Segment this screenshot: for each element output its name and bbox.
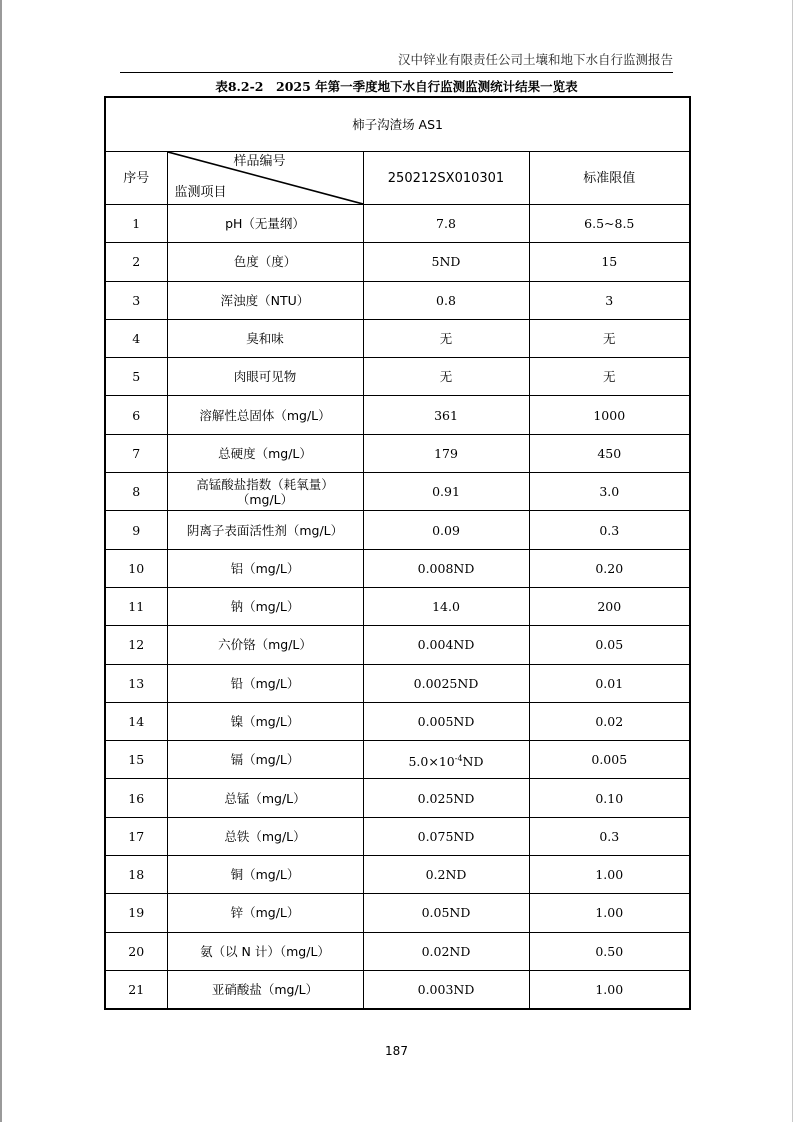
row-number: 4	[105, 319, 167, 357]
row-number: 17	[105, 817, 167, 855]
measured-value-exponent: -4	[454, 753, 463, 763]
measured-value: 0.025ND	[363, 779, 529, 817]
measured-value: 0.005ND	[363, 702, 529, 740]
monitoring-results-table	[104, 96, 691, 1010]
standard-limit: 0.3	[529, 817, 690, 855]
standard-limit: 1000	[529, 396, 690, 434]
column-header-seq: 序号	[105, 152, 167, 205]
measured-value	[363, 741, 529, 779]
row-number: 20	[105, 932, 167, 970]
table-row	[105, 243, 690, 281]
standard-limit: 450	[529, 434, 690, 472]
measured-value: 7.8	[363, 205, 529, 243]
standard-limit: 3	[529, 281, 690, 319]
standard-limit: 200	[529, 587, 690, 625]
standard-limit: 0.20	[529, 549, 690, 587]
monitoring-item: 高锰酸盐指数（耗氧量） （mg/L）	[167, 473, 363, 511]
diagonal-header-bottom: 监测项目	[174, 185, 227, 200]
standard-limit: 1.00	[529, 970, 690, 1009]
row-number: 21	[105, 970, 167, 1009]
table-row	[105, 970, 690, 1009]
table-row	[105, 702, 690, 740]
measured-value: 0.075ND	[363, 817, 529, 855]
table-row	[105, 205, 690, 243]
table-row	[105, 358, 690, 396]
standard-limit: 0.3	[529, 511, 690, 549]
standard-limit: 0.005	[529, 741, 690, 779]
table-row	[105, 281, 690, 319]
monitoring-item: 臭和味	[167, 319, 363, 357]
row-number: 14	[105, 702, 167, 740]
table-row	[105, 319, 690, 357]
monitoring-item: 色度（度）	[167, 243, 363, 281]
measured-value: 0.2ND	[363, 856, 529, 894]
monitoring-item: 钠（mg/L）	[167, 587, 363, 625]
measured-value: 0.02ND	[363, 932, 529, 970]
standard-limit: 6.5~8.5	[529, 205, 690, 243]
standard-limit: 0.50	[529, 932, 690, 970]
monitoring-item: 阴离子表面活性剂（mg/L）	[167, 511, 363, 549]
row-number: 10	[105, 549, 167, 587]
table-row	[105, 473, 690, 511]
standard-limit: 无	[529, 358, 690, 396]
measured-value: 361	[363, 396, 529, 434]
measured-value: 0.05ND	[363, 894, 529, 932]
monitoring-item: 铜（mg/L）	[167, 856, 363, 894]
measured-value: 0.0025ND	[363, 664, 529, 702]
table-row	[105, 434, 690, 472]
measured-value: 无	[363, 358, 529, 396]
row-number: 6	[105, 396, 167, 434]
table-row	[105, 741, 690, 779]
diagonal-header-top: 样品编号	[233, 154, 286, 169]
standard-limit: 3.0	[529, 473, 690, 511]
table-row	[105, 894, 690, 932]
monitoring-item: 总锰（mg/L）	[167, 779, 363, 817]
measured-value: 0.8	[363, 281, 529, 319]
measured-value: 0.09	[363, 511, 529, 549]
site-title-row	[105, 97, 690, 152]
table-row	[105, 396, 690, 434]
measured-value: 0.008ND	[363, 549, 529, 587]
table-row	[105, 587, 690, 625]
sample-id-header: 250212SX010301	[363, 152, 529, 205]
standard-limit: 0.10	[529, 779, 690, 817]
row-number: 18	[105, 856, 167, 894]
monitoring-item: 总硬度（mg/L）	[167, 434, 363, 472]
table-row	[105, 779, 690, 817]
row-number: 12	[105, 626, 167, 664]
standard-limit: 0.05	[529, 626, 690, 664]
monitoring-item: 总铁（mg/L）	[167, 817, 363, 855]
table-row	[105, 664, 690, 702]
table-caption: 表8.2-2 2025 年第一季度地下水自行监测监测统计结果一览表	[215, 79, 578, 94]
row-number: 15	[105, 741, 167, 779]
monitoring-item: 亚硝酸盐（mg/L）	[167, 970, 363, 1009]
measured-value: 0.004ND	[363, 626, 529, 664]
row-number: 13	[105, 664, 167, 702]
measured-value: 0.003ND	[363, 970, 529, 1009]
table-row	[105, 856, 690, 894]
table-row	[105, 817, 690, 855]
site-title: 柿子沟渣场 AS1	[105, 97, 690, 152]
measured-value-base: 5.0×10	[408, 753, 455, 769]
header-rule	[120, 72, 673, 73]
row-number: 2	[105, 243, 167, 281]
row-number: 11	[105, 587, 167, 625]
standard-limit: 无	[529, 319, 690, 357]
row-number: 5	[105, 358, 167, 396]
monitoring-item: 锌（mg/L）	[167, 894, 363, 932]
row-number: 1	[105, 205, 167, 243]
measured-value: 14.0	[363, 587, 529, 625]
measured-value: 0.91	[363, 473, 529, 511]
standard-limit: 1.00	[529, 856, 690, 894]
row-number: 7	[105, 434, 167, 472]
row-number: 16	[105, 779, 167, 817]
row-number: 8	[105, 473, 167, 511]
table-row	[105, 511, 690, 549]
monitoring-item: 铝（mg/L）	[167, 549, 363, 587]
monitoring-item: 镍（mg/L）	[167, 702, 363, 740]
page-edge-left	[0, 0, 2, 1122]
monitoring-item: 六价铬（mg/L）	[167, 626, 363, 664]
monitoring-item: 镉（mg/L）	[167, 741, 363, 779]
header-row	[105, 152, 690, 205]
measured-value: 5ND	[363, 243, 529, 281]
page-number: 187	[385, 1044, 408, 1058]
standard-limit: 0.02	[529, 702, 690, 740]
running-header: 汉中锌业有限责任公司土壤和地下水自行监测报告	[397, 52, 673, 67]
monitoring-item: 铅（mg/L）	[167, 664, 363, 702]
monitoring-item: pH（无量纲）	[167, 205, 363, 243]
monitoring-item: 浑浊度（NTU）	[167, 281, 363, 319]
monitoring-item: 溶解性总固体（mg/L）	[167, 396, 363, 434]
table-row	[105, 932, 690, 970]
measured-value: 179	[363, 434, 529, 472]
standard-limit: 0.01	[529, 664, 690, 702]
standard-limit: 15	[529, 243, 690, 281]
table-row	[105, 626, 690, 664]
monitoring-item: 氨（以 N 计）（mg/L）	[167, 932, 363, 970]
row-number: 19	[105, 894, 167, 932]
row-number: 9	[105, 511, 167, 549]
row-number: 3	[105, 281, 167, 319]
standard-limit: 1.00	[529, 894, 690, 932]
measured-value-suffix: ND	[462, 753, 484, 769]
diagonal-header-cell	[167, 152, 363, 205]
measured-value: 无	[363, 319, 529, 357]
table-row	[105, 549, 690, 587]
column-header-standard: 标准限值	[529, 152, 690, 205]
monitoring-item: 肉眼可见物	[167, 358, 363, 396]
